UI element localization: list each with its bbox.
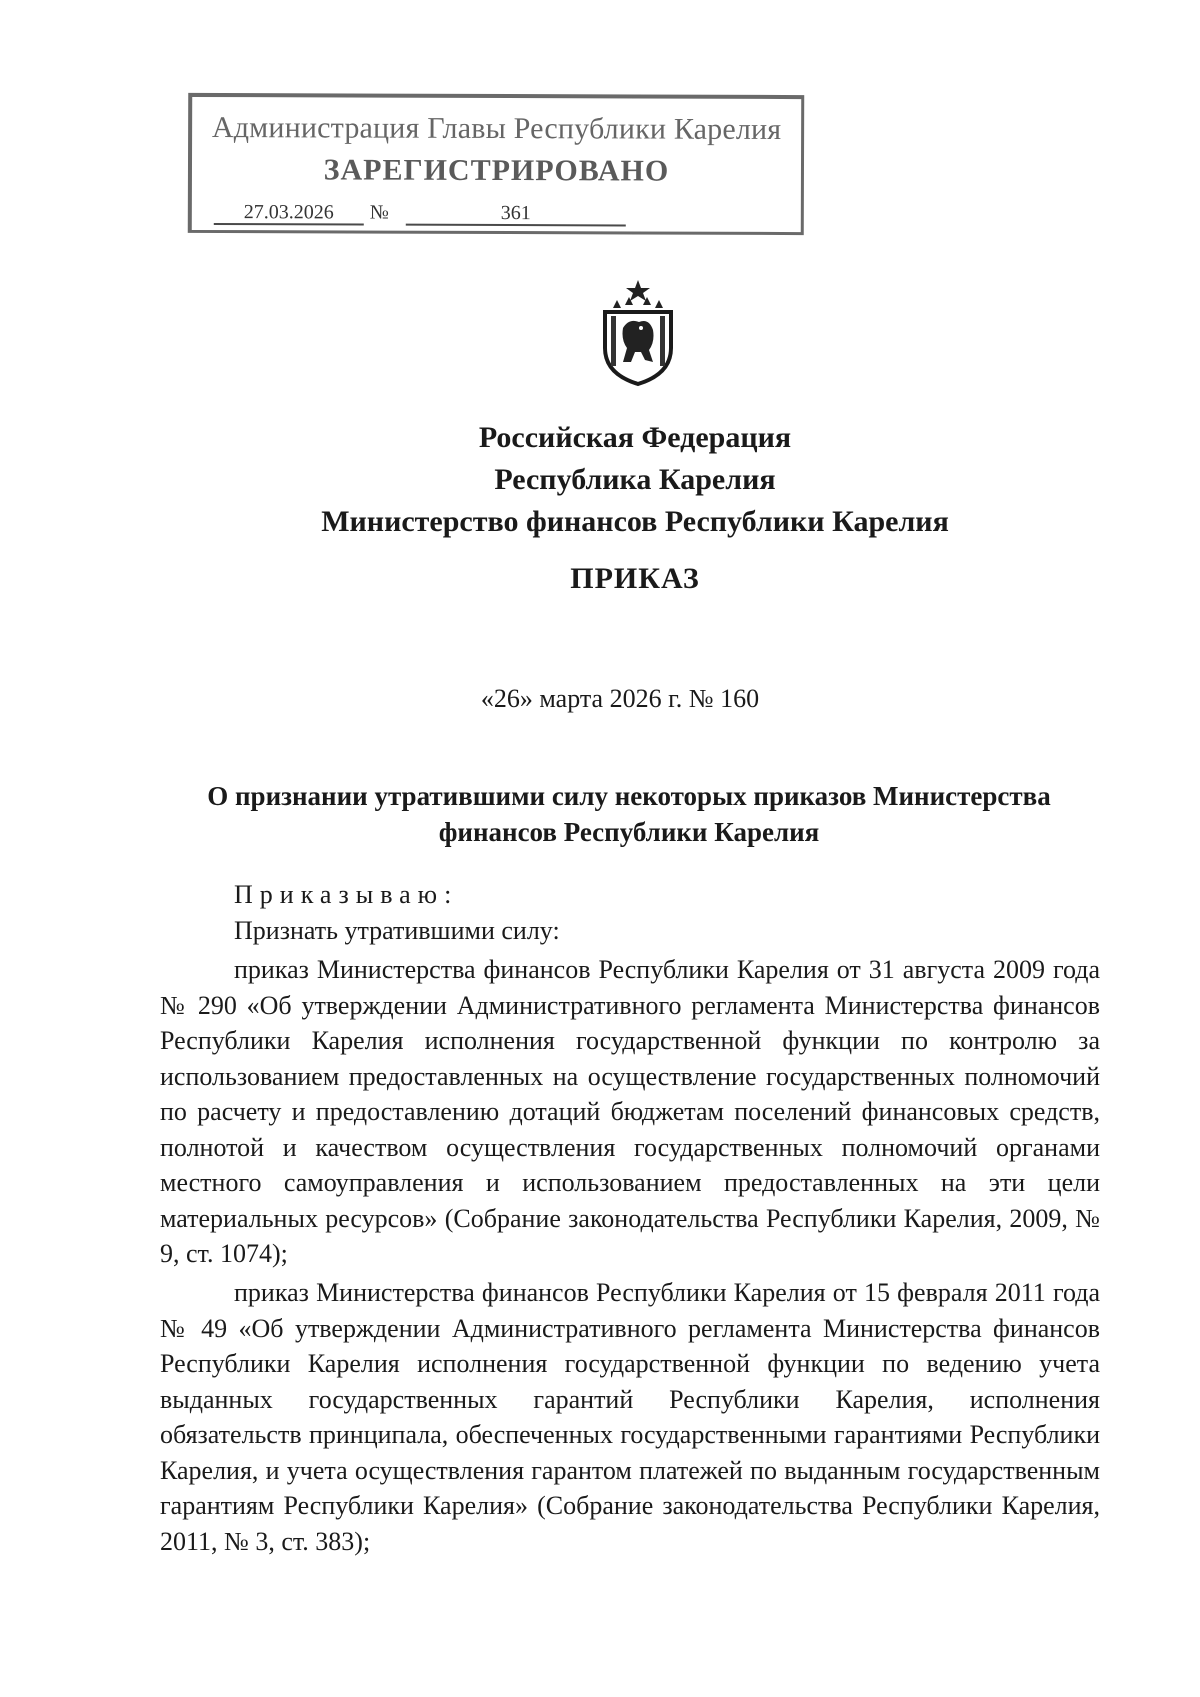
stamp-number-label: № (369, 201, 389, 224)
document-date-number: «26» марта 2026 г. № 160 (480, 684, 760, 713)
paragraph-1: приказ Министерства финансов Республики Карелия от 31 августа 2009 года № 290 «Об утверждении Административного регламента Министерства финансов Республики Карелия исполнения государственной функции по контролю за использованием предоставленных на осуществление государственных полномочий по расчету и предоставлению дотаций бюджетам поселений финансовых средств, полнотой и качеством осуществления государственных полномочий органами местного самоуправления и использованием предоставленных на эти цели материальных ресурсов» (Собрание законодательства Республики Карелия, 2009, № 9, ст. 1074); (160, 955, 1100, 1268)
paragraph-2: приказ Министерства финансов Республики Карелия от 15 февраля 2011 года № 49 «Об утверждении Административного регламента Министерства финансов Республики Карелия исполнения государственной функции по ведению учета выданных государственных гарантий Республики Карелия, исполнения обязательств принципала, обеспеченных государственными гарантиями Республики Карелия, и учета осуществления гарантом платежей по выданным государственным гарантиям Республики Карелия» (Собрание законодательства Республики Карелия, 2011, № 3, ст. 383); (160, 1278, 1100, 1556)
stamp-number: 361 (406, 202, 626, 227)
document-type: ПРИКАЗ (570, 562, 700, 595)
header-ministry: Министерство финансов Республики Карелия (321, 505, 949, 538)
order-word: Приказываю: (234, 880, 459, 909)
document-subject: О признании утратившими силу некоторых приказов Министерства финансов Республики Карелия (207, 781, 1051, 847)
recognize-line: Признать утратившими силу: (234, 916, 560, 945)
stamp-organization: Администрация Главы Республики Карелия (211, 111, 782, 146)
stamp-date: 27.03.2026 (214, 201, 364, 226)
header-country: Российская Федерация (478, 421, 792, 454)
stamp-status: ЗАРЕГИСТРИРОВАНО (323, 153, 670, 188)
header-region: Республика Карелия (494, 463, 776, 496)
karelia-coat-of-arms-icon (595, 278, 681, 388)
registration-stamp (188, 93, 804, 235)
